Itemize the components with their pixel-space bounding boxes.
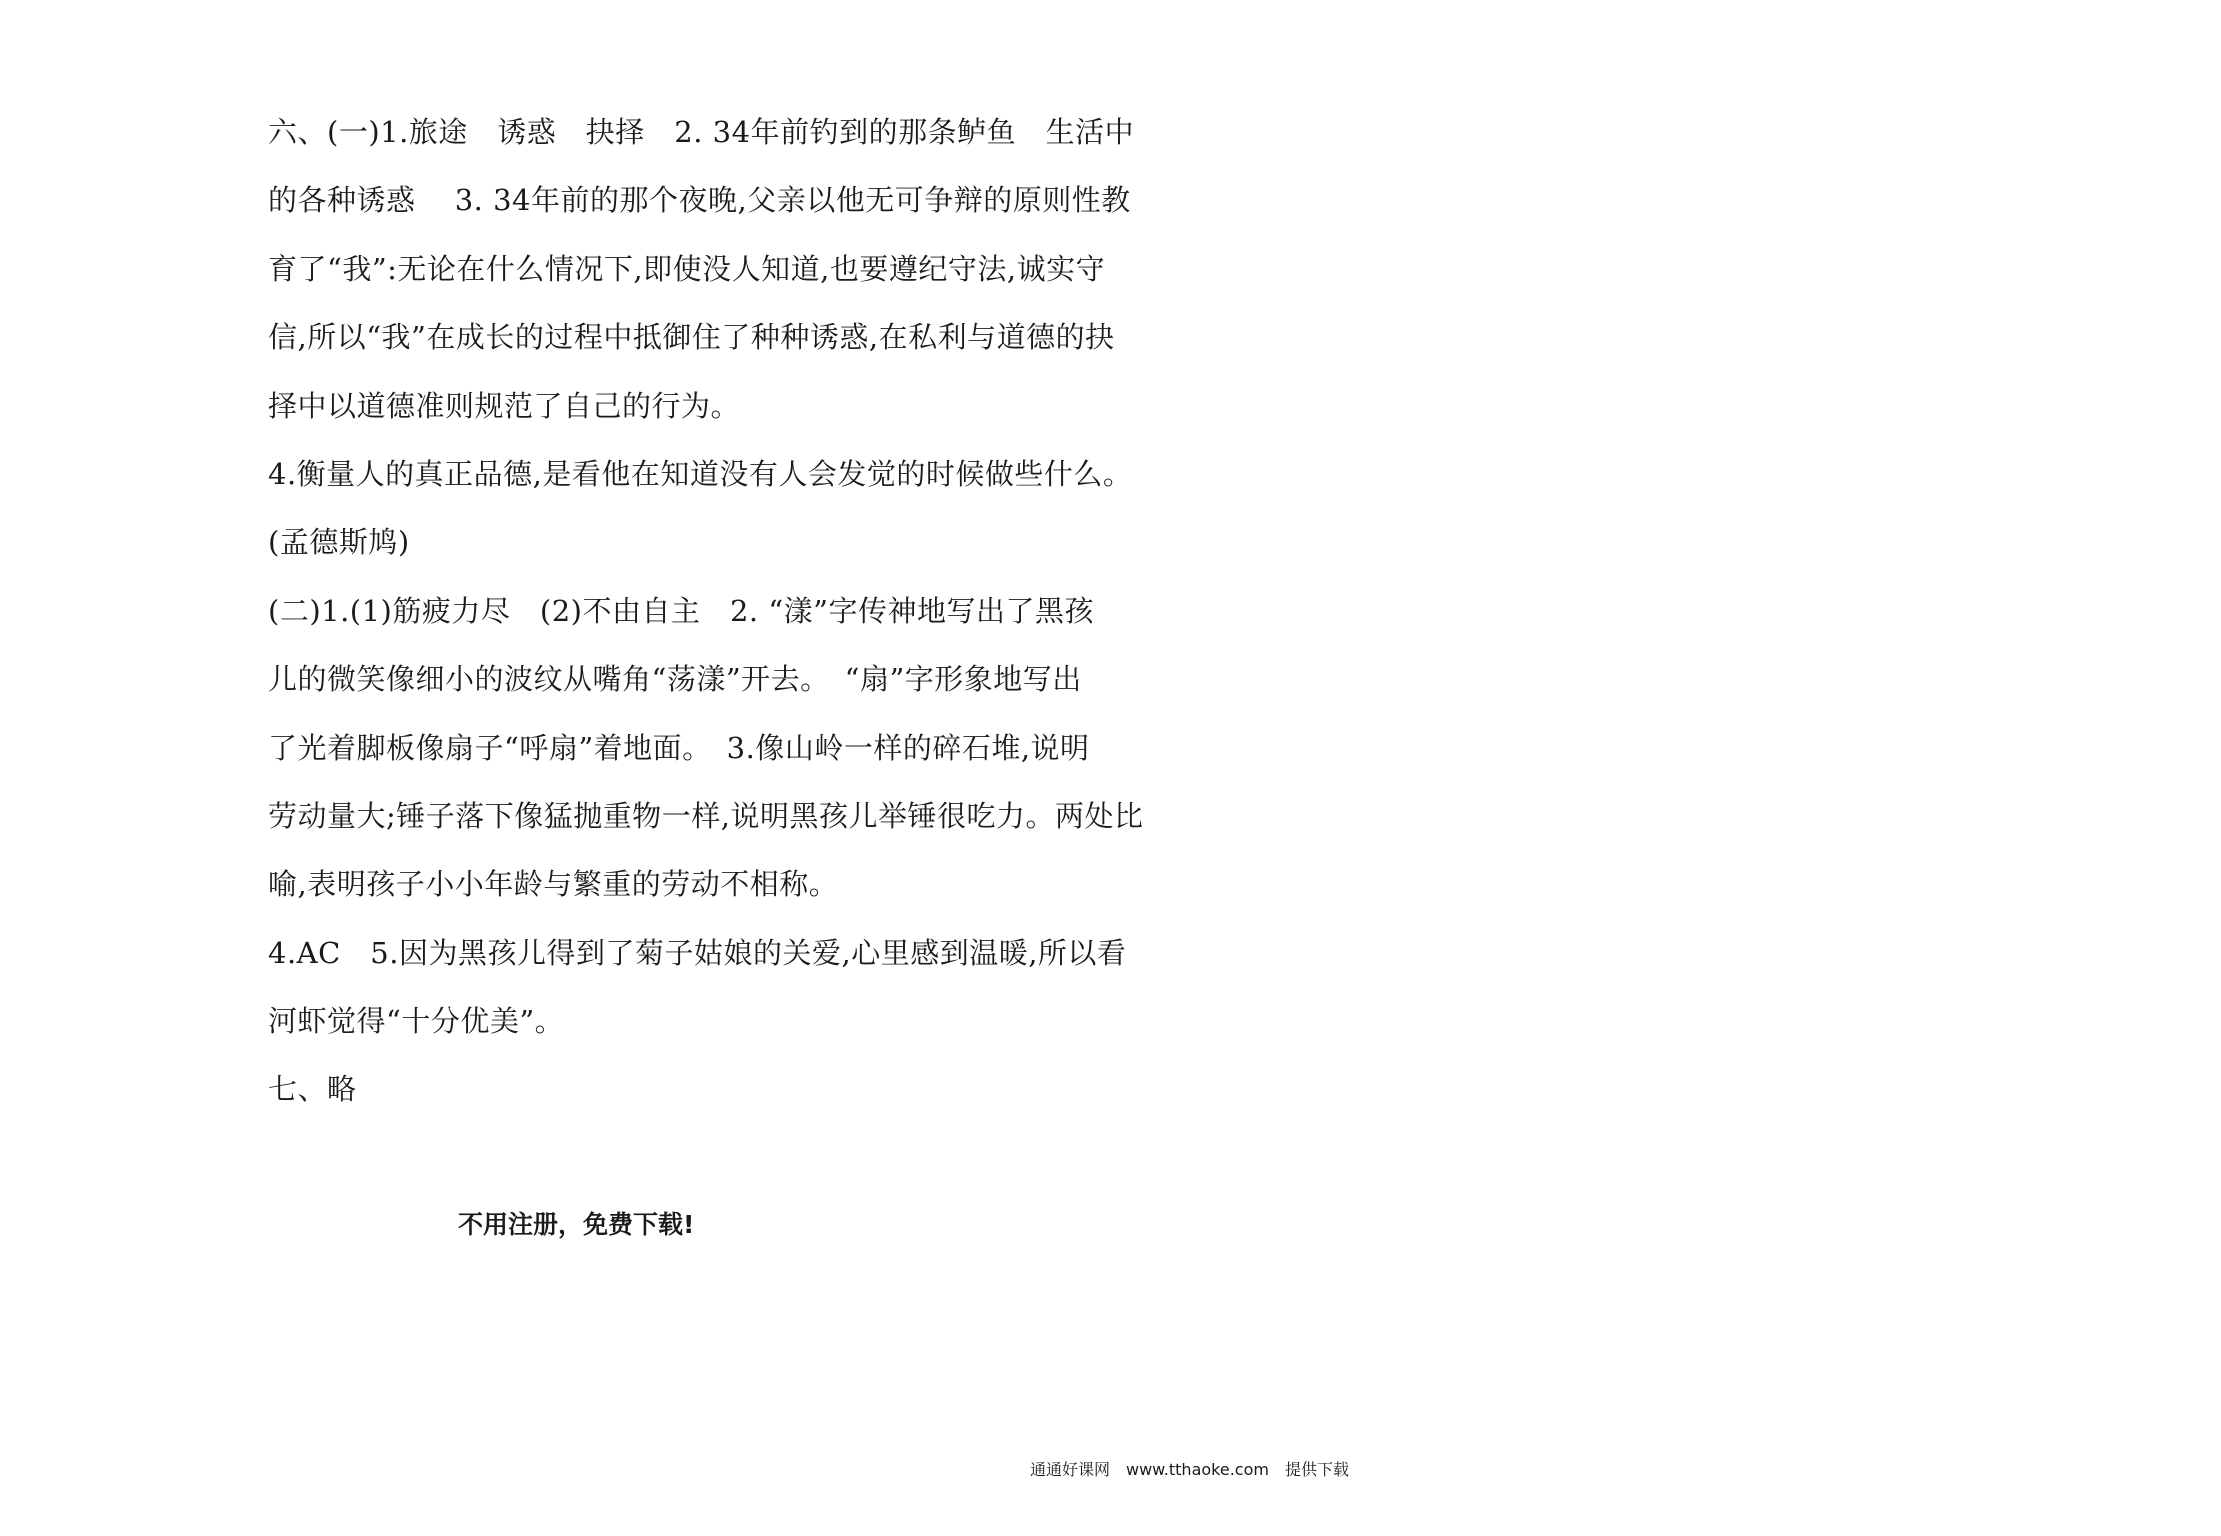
answer-line: 4.AC 5.因为黑孩儿得到了菊子姑娘的关爱,心里感到温暖,所以看 [268, 935, 1127, 970]
free-download-notice: 不用注册，免费下载! [458, 1210, 695, 1239]
answer-line: 河虾觉得“十分优美”。 [268, 1004, 565, 1039]
answer-line: 劳动量大;锤子落下像猛抛重物一样,说明黑孩儿举锤很吃力。两处比 [268, 798, 1144, 833]
answer-text-block [268, 98, 1173, 1124]
answer-line: 六、(一)1.旅途 诱惑 抉择 2. 34年前钓到的那条鲈鱼 生活中 [268, 115, 1135, 149]
answer-line: (二)1.(1)筋疲力尽 (2)不由自主 2. “漾”字传神地写出了黑孩 [268, 593, 1094, 628]
answer-line: (孟德斯鸠) [268, 525, 410, 560]
answer-line: 4.衡量人的真正品德,是看他在知道没有人会发觉的时候做些什么。 [268, 456, 1133, 491]
answer-line: 喻,表明孩子小小年龄与繁重的劳动不相称。 [268, 867, 839, 902]
answer-line: 七、略 [268, 1072, 357, 1107]
answer-line: 的各种诱惑 3. 34年前的那个夜晚,父亲以他无可争辩的原则性教 [268, 183, 1131, 218]
answer-line: 了光着脚板像扇子“呼扇”着地面。 3.像山岭一样的碎石堆,说明 [268, 730, 1090, 765]
answer-line: 儿的微笑像细小的波纹从嘴角“荡漾”开去。 “扇”字形象地写出 [268, 662, 1082, 697]
answer-line: 育了“我”:无论在什么情况下,即使没人知道,也要遵纪守法,诚实守 [268, 251, 1106, 286]
answer-line: 择中以道德准则规范了自己的行为。 [268, 388, 741, 423]
page-footer: 通通好课网 www.tthaoke.com 提供下载 [1030, 1460, 1349, 1479]
answer-line: 信,所以“我”在成长的过程中抵御住了种种诱惑,在私利与道德的抉 [268, 320, 1115, 355]
